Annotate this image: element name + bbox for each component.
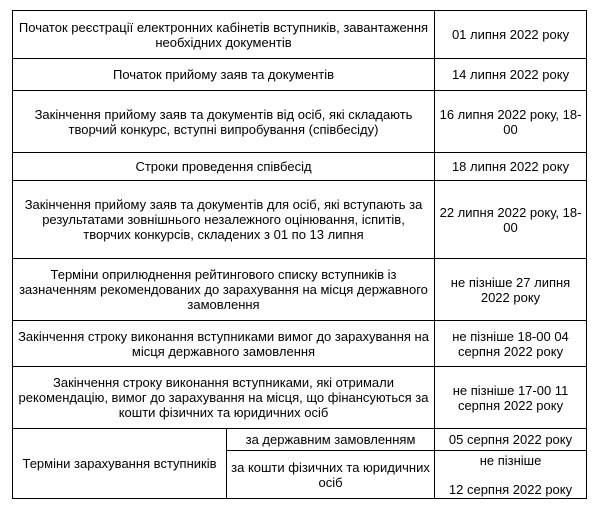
- date-cell: не пізніше 18-00 04 серпня 2022 року: [435, 321, 587, 367]
- table-row: [13, 429, 587, 451]
- event-cell: Закінчення строку виконання вступниками вимог до зарахування на місця державного замовлення: [13, 321, 435, 367]
- table-row: [13, 59, 587, 91]
- date-cell: 14 липня 2022 року: [435, 59, 587, 91]
- date-line: не пізніше: [479, 452, 542, 468]
- event-cell: Закінчення строку виконання вступниками, які отримали рекомендацію, вимог до зарахування на місця, що фінансуються за кошти фізичних та юридичних осіб: [13, 367, 435, 429]
- table-row: [13, 321, 587, 367]
- date-cell: 22 липня 2022 року, 18-00: [435, 181, 587, 259]
- date-cell: не пізніше 27 липня 2022 року: [435, 259, 587, 321]
- date-line: 12 серпня 2022 року: [448, 481, 573, 497]
- date-cell: 05 серпня 2022 року: [435, 429, 587, 451]
- date-cell: не пізніше 17-00 11 серпня 2022 року: [435, 367, 587, 429]
- enrollment-category-cell: за кошти фізичних та юридичних осіб: [227, 451, 435, 499]
- event-cell: Строки проведення співбесід: [13, 153, 435, 181]
- admission-schedule-table: [12, 10, 587, 499]
- date-cell: 01 липня 2022 року: [435, 11, 587, 59]
- table-row: [13, 367, 587, 429]
- stacked-date: [439, 453, 582, 497]
- table-row: [13, 91, 587, 153]
- date-cell: [435, 451, 587, 499]
- date-cell: 18 липня 2022 року: [435, 153, 587, 181]
- enrollment-label-cell: Терміни зарахування вступників: [13, 429, 227, 499]
- event-cell: Початок реєстрації електронних кабінетів вступників, завантаження необхідних документів: [13, 11, 435, 59]
- table-row: [13, 259, 587, 321]
- table-row: [13, 153, 587, 181]
- event-cell: Терміни оприлюднення рейтингового списку вступників із зазначенням рекомендованих до зарахування на місця державного замовлення: [13, 259, 435, 321]
- enrollment-category-cell: за державним замовленням: [227, 429, 435, 451]
- table-row: [13, 11, 587, 59]
- event-cell: Закінчення прийому заяв та документів для осіб, які вступають за результатами зовнішнього незалежного оцінювання, іспитів, творчих конкурсів, складених з 01 по 13 липня: [13, 181, 435, 259]
- table-row: [13, 181, 587, 259]
- event-cell: Закінчення прийому заяв та документів від осіб, які складають творчий конкурс, вступні випробування (співбесіду): [13, 91, 435, 153]
- date-cell: 16 липня 2022 року, 18-00: [435, 91, 587, 153]
- event-cell: Початок прийому заяв та документів: [13, 59, 435, 91]
